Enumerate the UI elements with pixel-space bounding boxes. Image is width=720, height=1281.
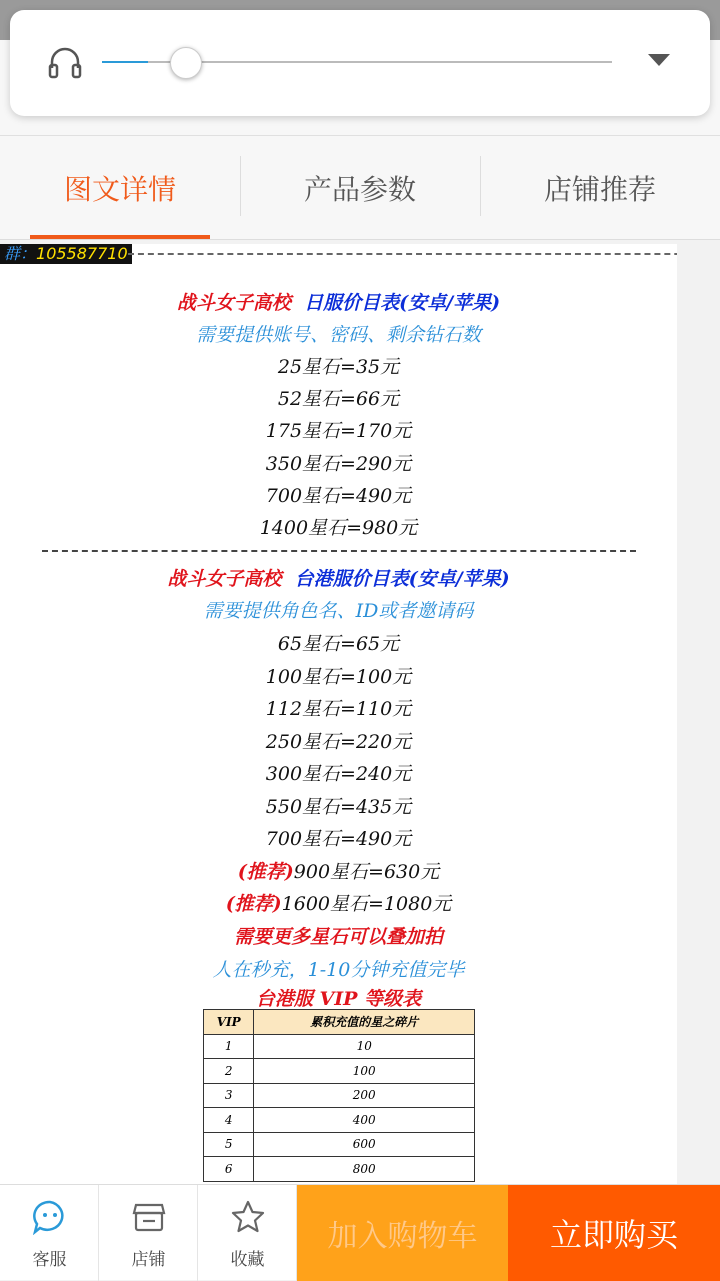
recommended-price-line bbox=[0, 857, 677, 884]
tab-params[interactable]: 产品参数 bbox=[240, 136, 480, 239]
divider bbox=[128, 253, 677, 255]
table-row bbox=[204, 1059, 475, 1084]
section2-title bbox=[0, 564, 677, 591]
price-line: 100星石=100元 bbox=[265, 666, 412, 688]
bottom-action-bar bbox=[0, 1184, 720, 1280]
qq-group-badge bbox=[0, 244, 132, 264]
shards-cell: 200 bbox=[254, 1083, 475, 1108]
vip-table bbox=[203, 1009, 475, 1182]
detail-content bbox=[0, 244, 677, 1184]
shards-cell: 100 bbox=[254, 1059, 475, 1084]
tab-shop-recommend[interactable]: 店铺推荐 bbox=[480, 136, 720, 239]
shards-cell: 600 bbox=[254, 1132, 475, 1157]
price-line: 700星石=490元 bbox=[265, 485, 412, 507]
shop-label: 店铺 bbox=[131, 1250, 166, 1270]
buy-now-button[interactable]: 立即购买 bbox=[508, 1185, 720, 1281]
qq-group-number: 105587710 bbox=[36, 244, 128, 263]
price-line: 65星石=65元 bbox=[277, 633, 400, 655]
add-to-cart-button[interactable]: 加入购物车 bbox=[297, 1185, 508, 1281]
chat-bubble-icon bbox=[32, 1199, 68, 1235]
vip-level-cell: 6 bbox=[204, 1157, 254, 1182]
table-row bbox=[204, 1132, 475, 1157]
section2-game-name: 战斗女子高校 bbox=[167, 568, 282, 590]
side-gutter bbox=[677, 244, 720, 1184]
section2-server-title: 台港服价目表(安卓/苹果) bbox=[294, 568, 510, 590]
recommended-price: 900星石=630元 bbox=[293, 861, 440, 883]
price-line: 25星石=35元 bbox=[277, 356, 400, 378]
price-line: 700星石=490元 bbox=[265, 828, 412, 850]
shop-button[interactable] bbox=[99, 1185, 198, 1281]
price-line: 112星石=110元 bbox=[265, 698, 412, 720]
favorite-label: 收藏 bbox=[230, 1250, 265, 1270]
vip-level-cell: 1 bbox=[204, 1034, 254, 1059]
recommended-tag: (推荐) bbox=[225, 893, 282, 915]
price-line: 175星石=170元 bbox=[265, 420, 412, 442]
table-row bbox=[204, 1108, 475, 1133]
shop-icon bbox=[131, 1199, 167, 1235]
tab-detail[interactable]: 图文详情 bbox=[0, 136, 240, 239]
time-note: 人在秒充，1-10分钟充值完毕 bbox=[212, 959, 465, 981]
audio-progress-knob[interactable] bbox=[170, 47, 202, 79]
star-icon bbox=[230, 1199, 266, 1235]
recommended-tag: (推荐) bbox=[237, 861, 294, 883]
section1-server-title: 日服价目表(安卓/苹果) bbox=[304, 292, 501, 314]
audio-player-card bbox=[10, 10, 710, 116]
table-row bbox=[204, 1034, 475, 1059]
vip-column-header: VIP bbox=[204, 1010, 254, 1035]
shards-column-header: 累积充值的星之碎片 bbox=[254, 1010, 475, 1035]
qq-group-row bbox=[0, 244, 677, 264]
shards-cell: 400 bbox=[254, 1108, 475, 1133]
table-header-row bbox=[204, 1010, 475, 1035]
recommended-price-line bbox=[0, 889, 677, 916]
table-row bbox=[204, 1157, 475, 1182]
section1-title bbox=[0, 288, 677, 315]
vip-level-cell: 5 bbox=[204, 1132, 254, 1157]
stack-note: 需要更多星石可以叠加拍 bbox=[233, 926, 443, 948]
divider bbox=[42, 550, 636, 552]
shards-cell: 10 bbox=[254, 1034, 475, 1059]
price-line: 550星石=435元 bbox=[265, 796, 412, 818]
recommended-price: 1600星石=1080元 bbox=[281, 893, 452, 915]
customer-service-label: 客服 bbox=[32, 1250, 67, 1270]
qq-group-prefix: 群： bbox=[4, 244, 37, 263]
price-line: 250星石=220元 bbox=[265, 731, 412, 753]
favorite-button[interactable] bbox=[198, 1185, 297, 1281]
vip-table-title: 台港服 VIP 等级表 bbox=[255, 988, 422, 1010]
vip-level-cell: 4 bbox=[204, 1108, 254, 1133]
customer-service-button[interactable] bbox=[0, 1185, 99, 1281]
section2-requirement: 需要提供角色名、ID或者邀请码 bbox=[203, 600, 474, 622]
shards-cell: 800 bbox=[254, 1157, 475, 1182]
price-line: 350星石=290元 bbox=[265, 453, 412, 475]
price-line: 52星石=66元 bbox=[277, 388, 400, 410]
detail-tabs bbox=[0, 136, 720, 240]
table-row bbox=[204, 1083, 475, 1108]
headphones-icon bbox=[48, 46, 82, 80]
price-line: 1400星石=980元 bbox=[259, 517, 418, 539]
audio-progress-fill bbox=[102, 61, 148, 63]
vip-level-cell: 3 bbox=[204, 1083, 254, 1108]
vip-level-cell: 2 bbox=[204, 1059, 254, 1084]
section1-game-name: 战斗女子高校 bbox=[176, 292, 291, 314]
price-line: 300星石=240元 bbox=[265, 763, 412, 785]
section1-requirement: 需要提供账号、密码、剩余钻石数 bbox=[195, 324, 481, 346]
chevron-down-icon[interactable] bbox=[648, 54, 670, 66]
